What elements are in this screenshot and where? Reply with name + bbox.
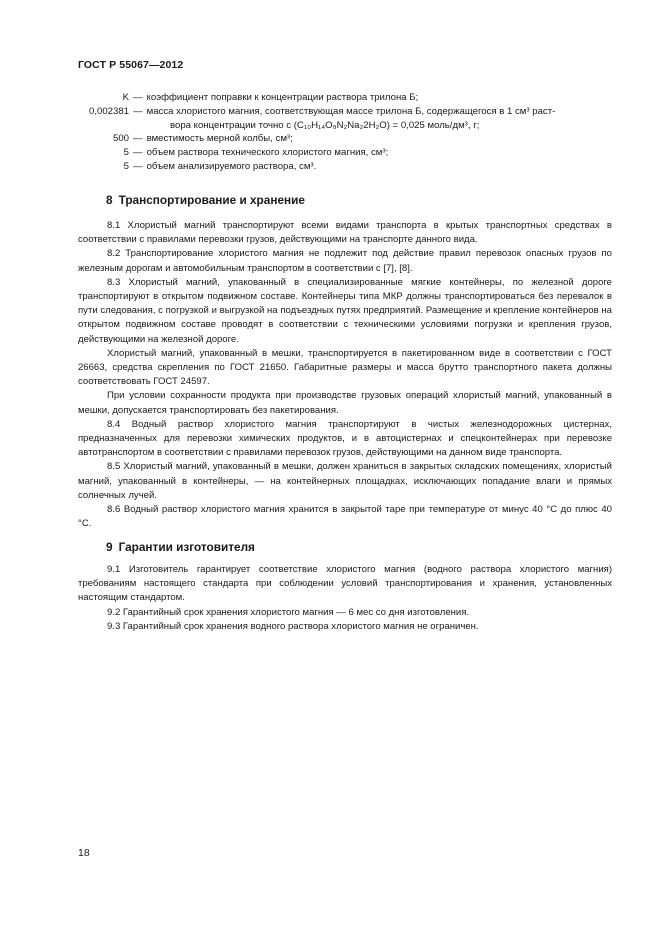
- page-header: ГОСТ Р 55067—2012: [78, 59, 184, 71]
- section-number: 8: [106, 193, 113, 207]
- section-heading: Гарантии изготовителя: [118, 540, 255, 554]
- paragraph: 8.5 Хлористый магний, упакованный в мешки, должен храниться в закрытых складских помещениях, хлористый магний, упакованный в контейнеры, — на контейнерных площадках, исключающих попадание влаги и прямых солнечных лучей.: [78, 461, 612, 501]
- variable-symbol: 0,002381: [88, 105, 129, 117]
- paragraph: 9.2 Гарантийный срок хранения хлористого магния — 6 мес со дня изготовления.: [107, 606, 470, 618]
- paragraph: 9.1 Изготовитель гарантирует соответствие хлористого магния (водного раствора хлористого магния) требованиям настоящего стандарта при соблюдении условий транспортирования и хранения, установленных настоящим стандартом.: [78, 564, 612, 604]
- paragraph: 8.1 Хлористый магний транспортируют всеми видами транспорта в крытых транспортных средствах в соответствии с правилами перевозки грузов, действующими на транспорте данного вида.: [78, 220, 612, 246]
- variable-symbol: 500: [112, 133, 129, 145]
- variable-symbol: 5: [123, 147, 129, 159]
- paragraph: 8.4 Водный раствор хлористого магния транспортируют в чистых железнодорожных цистернах, предназначенных для перевозки химических продуктов, и в автоцистернах и спецконтейнерах при перевозке автотранспортом в соответствии с правилами перевозок грузов, действующими на данном виде транспорта.: [78, 418, 612, 459]
- section-9-title: [106, 540, 255, 554]
- section-heading: Транспортирование и хранение: [118, 193, 305, 207]
- section-8-body: [78, 219, 612, 531]
- variable-description: вместимость мерной колбы, см³;: [146, 133, 293, 145]
- paragraph: 9.3 Гарантийный срок хранения водного раствора хлористого магния не ограничен.: [107, 620, 479, 632]
- variable-row: 0,002381 — масса хлористого магния, соответствующая массе трилона Б, содержащегося в 1 см³ раст-: [63, 105, 608, 119]
- variable-symbol: 5: [123, 160, 129, 172]
- variable-row: 5 — объем анализируемого раствора, см³.: [63, 160, 608, 174]
- variable-description: объем анализируемого раствора, см³.: [146, 160, 317, 172]
- variable-row: 500 — вместимость мерной колбы, см³;: [63, 132, 608, 146]
- variable-row: 5 — объем раствора технического хлористого магния, см³;: [63, 146, 608, 160]
- section-number: 9: [106, 540, 113, 554]
- section-9-body: [78, 563, 612, 634]
- section-8-title: [106, 193, 305, 207]
- variable-description-continuation: вора концентрации точно с (C₁₀H₁₄O₈N₂Na₂2H₂O) = 0,025 моль/дм³, г;: [170, 119, 480, 131]
- paragraph: 8.6 Водный раствор хлористого магния хранится в закрытой таре при температуре от минус 40 °С до плюс 40 °С.: [78, 504, 612, 530]
- paragraph: При условии сохранности продукта при производстве грузовых операций хлористый магний, упакованный в мешки, допускается транспортировать без пакетирования.: [78, 390, 612, 416]
- variable-symbol: K: [122, 92, 129, 103]
- variable-description: масса хлористого магния, соответствующая массе трилона Б, содержащегося в 1 см³ раст-: [146, 105, 556, 117]
- variable-definitions: [63, 91, 608, 174]
- variable-description: объем раствора технического хлористого магния, см³;: [146, 147, 389, 159]
- page-number: 18: [78, 847, 90, 859]
- paragraph: 8.3 Хлористый магний, упакованный в специализированные мягкие контейнеры, по железной дороге транспортируют в открытом подвижном составе. Контейнеры типа МКР должны транспортироваться без перевалок в пути следования, с погрузкой и выгрузкой на подъездных путях предприятий. Размещение и крепление контейнеров на открытом подвижном составе проводят в соответствии с техническими условиями погрузки и крепления грузов, действующими на железной дороге.: [78, 276, 612, 345]
- paragraph: 8.2 Транспортирование хлористого магния не подлежит под действие правил перевозок опасных грузов по железным дорогам и автомобильным транспортом в соответствии с [7], [8].: [78, 248, 612, 274]
- variable-description: коэффициент поправки к концентрации раствора трилона Б;: [146, 92, 419, 103]
- paragraph: Хлористый магний, упакованный в мешки, транспортируется в пакетированном виде в соответствии с ГОСТ 26663, средства скрепления по ГОСТ 21650. Габаритные размеры и масса брутто транспортного пакета должны соответствовать ГОСТ 24597.: [78, 347, 612, 388]
- variable-row: K — коэффициент поправки к концентрации раствора трилона Б;: [63, 91, 608, 105]
